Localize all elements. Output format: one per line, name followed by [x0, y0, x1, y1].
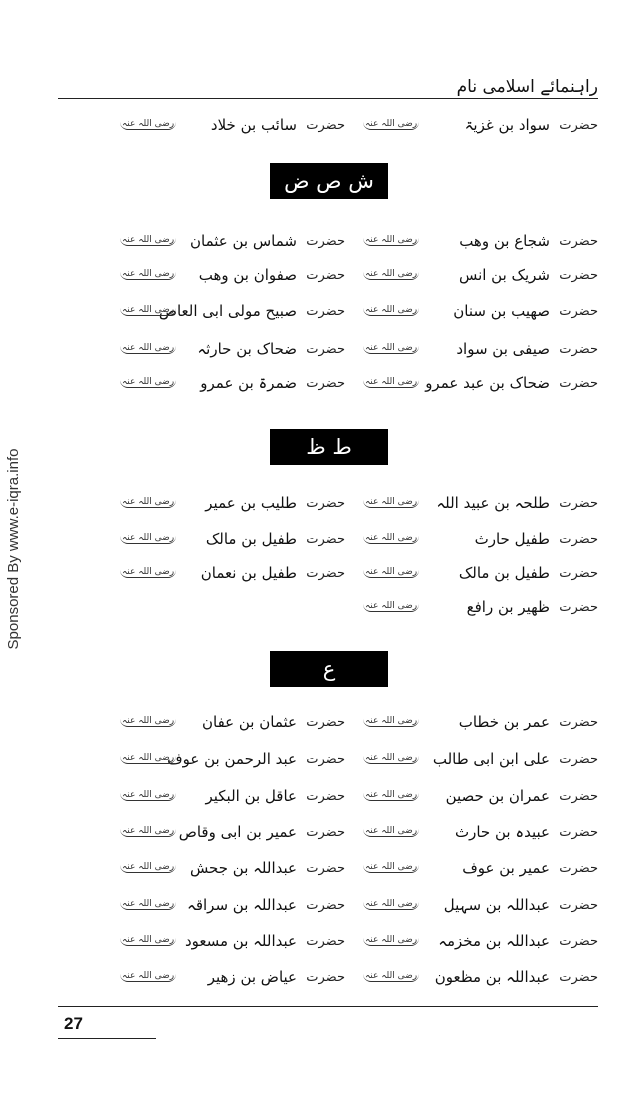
name-entry — [363, 713, 598, 741]
name-entry — [363, 823, 598, 851]
name-entry — [120, 932, 345, 960]
name-entry — [363, 232, 598, 260]
honorific-glyph: رضی اللہ عنہ — [365, 269, 418, 279]
section-heading: ع — [270, 651, 388, 687]
honorific-glyph: رضی اللہ عنہ — [365, 497, 418, 507]
name-entry — [363, 530, 598, 558]
honorific-glyph: رضی اللہ عنہ — [122, 567, 175, 577]
honorific-glyph: رضی اللہ عنہ — [365, 119, 418, 129]
honorific-glyph: رضی اللہ عنہ — [122, 235, 175, 245]
honorific-glyph: رضی اللہ عنہ — [122, 971, 175, 981]
companion-name: سائب بن خلاد — [210, 116, 297, 134]
honorific-glyph: رضی اللہ عنہ — [365, 305, 418, 315]
companion-name: عیاض بن زھیر — [207, 968, 297, 986]
name-row — [0, 787, 638, 815]
companion-name: عبداللہ بن مظعون — [434, 968, 550, 986]
companion-name: شماس بن عثمان — [190, 232, 297, 250]
companion-name: طفیل حارث — [474, 530, 550, 548]
name-entry — [120, 266, 345, 294]
hazrat-label: حضرت — [306, 715, 345, 730]
companion-name: صیفی بن سواد — [456, 340, 550, 358]
companion-name: عمیر بن ابی وقاص — [178, 823, 297, 841]
honorific-glyph: رضی اللہ عنہ — [365, 601, 418, 611]
honorific-glyph: رضی اللہ عنہ — [365, 753, 418, 763]
honorific-glyph: رضی اللہ عنہ — [122, 377, 175, 387]
hazrat-label: حضرت — [559, 934, 598, 949]
companion-name: سواد بن غزیۃ — [464, 116, 550, 134]
hazrat-label: حضرت — [559, 970, 598, 985]
honorific-glyph: رضی اللہ عنہ — [122, 790, 175, 800]
hazrat-label: حضرت — [306, 861, 345, 876]
hazrat-label: حضرت — [559, 861, 598, 876]
hazrat-label: حضرت — [306, 496, 345, 511]
name-entry — [120, 896, 345, 924]
name-entry — [120, 750, 345, 778]
companion-name: ضحاک بن حارثہ — [197, 340, 297, 358]
page-header-title: راہنمائے اسلامی نام — [456, 77, 598, 97]
name-entry — [120, 564, 345, 592]
page-number: 27 — [64, 1014, 83, 1033]
hazrat-label: حضرت — [306, 118, 345, 133]
name-row — [0, 564, 638, 592]
companion-name: عبد الرحمن بن عوف — [167, 750, 297, 768]
hazrat-label: حضرت — [306, 304, 345, 319]
name-entry — [363, 896, 598, 924]
name-entry — [120, 232, 345, 260]
companion-name: عمر بن خطاب — [458, 713, 550, 731]
honorific-glyph: رضی اللہ عنہ — [122, 119, 175, 129]
honorific-glyph: رضی اللہ عنہ — [122, 343, 175, 353]
honorific-glyph: رضی اللہ عنہ — [365, 377, 418, 387]
companion-name: عبداللہ بن مخزمہ — [438, 932, 550, 950]
honorific-glyph: رضی اللہ عنہ — [365, 826, 418, 836]
companion-name: ضحاک بن عبد عمرو — [425, 374, 550, 392]
name-row — [0, 302, 638, 330]
hazrat-label: حضرت — [559, 898, 598, 913]
name-row — [0, 859, 638, 887]
honorific-glyph: رضی اللہ عنہ — [365, 567, 418, 577]
name-row — [0, 340, 638, 368]
honorific-glyph: رضی اللہ عنہ — [365, 935, 418, 945]
hazrat-label: حضرت — [559, 268, 598, 283]
page-number-underline — [58, 1038, 156, 1039]
companion-name: شجاع بن وھب — [459, 232, 550, 250]
companion-name: طلیب بن عمیر — [205, 494, 297, 512]
companion-name: عبداللہ بن مسعود — [184, 932, 297, 950]
companion-name: صھیب بن سنان — [453, 302, 550, 320]
companion-name: عبداللہ بن جحش — [189, 859, 297, 877]
name-entry — [363, 932, 598, 960]
hazrat-label: حضرت — [306, 752, 345, 767]
hazrat-label: حضرت — [559, 600, 598, 615]
companion-name: عمران بن حصین — [445, 787, 550, 805]
honorific-glyph: رضی اللہ عنہ — [122, 753, 175, 763]
companion-name: طفیل بن مالک — [458, 564, 550, 582]
name-entry — [120, 859, 345, 887]
name-entry — [363, 302, 598, 330]
companion-name: عثمان بن عفان — [202, 713, 297, 731]
hazrat-label: حضرت — [306, 268, 345, 283]
header-divider — [58, 98, 598, 99]
name-row — [0, 116, 638, 144]
hazrat-label: حضرت — [306, 934, 345, 949]
companion-name: علی ابن ابی طالب — [432, 750, 550, 768]
honorific-glyph: رضی اللہ عنہ — [365, 343, 418, 353]
name-row — [0, 823, 638, 851]
hazrat-label: حضرت — [306, 342, 345, 357]
name-entry — [120, 374, 345, 402]
honorific-glyph: رضی اللہ عنہ — [365, 790, 418, 800]
companion-name: ضمرۃ بن عمرو — [200, 374, 297, 392]
name-entry — [120, 713, 345, 741]
companion-name: صفوان بن وھب — [198, 266, 297, 284]
name-entry — [120, 787, 345, 815]
name-entry — [363, 968, 598, 996]
name-row — [0, 374, 638, 402]
hazrat-label: حضرت — [306, 898, 345, 913]
hazrat-label: حضرت — [306, 234, 345, 249]
name-entry — [120, 494, 345, 522]
name-entry — [363, 859, 598, 887]
companion-name: عمیر بن عوف — [462, 859, 550, 877]
hazrat-label: حضرت — [306, 825, 345, 840]
hazrat-label: حضرت — [559, 376, 598, 391]
honorific-glyph: رضی اللہ عنہ — [122, 826, 175, 836]
name-entry — [363, 598, 598, 626]
honorific-glyph: رضی اللہ عنہ — [122, 305, 175, 315]
hazrat-label: حضرت — [306, 566, 345, 581]
name-row — [0, 598, 638, 626]
name-entry — [120, 968, 345, 996]
honorific-glyph: رضی اللہ عنہ — [365, 971, 418, 981]
companion-name: عبداللہ بن سہیل — [443, 896, 550, 914]
hazrat-label: حضرت — [559, 715, 598, 730]
name-row — [0, 530, 638, 558]
name-entry — [363, 340, 598, 368]
companion-name: ظھیر بن رافع — [466, 598, 550, 616]
honorific-glyph: رضی اللہ عنہ — [122, 935, 175, 945]
name-row — [0, 266, 638, 294]
hazrat-label: حضرت — [559, 118, 598, 133]
honorific-glyph: رضی اللہ عنہ — [122, 533, 175, 543]
name-row — [0, 494, 638, 522]
honorific-glyph: رضی اللہ عنہ — [122, 862, 175, 872]
name-entry — [363, 494, 598, 522]
name-row — [0, 750, 638, 778]
name-entry — [120, 302, 345, 330]
hazrat-label: حضرت — [306, 532, 345, 547]
section-heading: ط ظ — [270, 429, 388, 465]
name-row — [0, 932, 638, 960]
companion-name: شریک بن انس — [458, 266, 550, 284]
companion-name: طفیل بن مالک — [205, 530, 297, 548]
hazrat-label: حضرت — [559, 566, 598, 581]
hazrat-label: حضرت — [559, 532, 598, 547]
companion-name: طلحہ بن عبید اللہ — [436, 494, 550, 512]
companion-name: طفیل بن نعمان — [200, 564, 297, 582]
honorific-glyph: رضی اللہ عنہ — [365, 862, 418, 872]
name-row — [0, 232, 638, 260]
name-entry — [120, 116, 345, 144]
honorific-glyph: رضی اللہ عنہ — [122, 497, 175, 507]
companion-name: عاقل بن البکیر — [205, 787, 297, 805]
name-row — [0, 968, 638, 996]
name-entry — [363, 564, 598, 592]
companion-name: عبیدہ بن حارث — [454, 823, 550, 841]
name-entry — [120, 340, 345, 368]
honorific-glyph: رضی اللہ عنہ — [122, 269, 175, 279]
name-entry — [363, 750, 598, 778]
name-row — [0, 896, 638, 924]
sponsor-watermark: Sponsored By www.e-iqra.info — [5, 448, 22, 650]
name-entry — [120, 530, 345, 558]
hazrat-label: حضرت — [559, 825, 598, 840]
honorific-glyph: رضی اللہ عنہ — [122, 716, 175, 726]
honorific-glyph: رضی اللہ عنہ — [365, 716, 418, 726]
name-row — [0, 713, 638, 741]
hazrat-label: حضرت — [559, 789, 598, 804]
name-entry — [363, 787, 598, 815]
name-entry — [363, 116, 598, 144]
section-heading: ش ص ض — [270, 163, 388, 199]
honorific-glyph: رضی اللہ عنہ — [365, 533, 418, 543]
hazrat-label: حضرت — [559, 342, 598, 357]
name-entry — [120, 823, 345, 851]
hazrat-label: حضرت — [559, 496, 598, 511]
hazrat-label: حضرت — [306, 970, 345, 985]
honorific-glyph: رضی اللہ عنہ — [122, 899, 175, 909]
name-entry — [363, 374, 598, 402]
honorific-glyph: رضی اللہ عنہ — [365, 235, 418, 245]
companion-name: عبداللہ بن سراقہ — [187, 896, 297, 914]
hazrat-label: حضرت — [559, 304, 598, 319]
hazrat-label: حضرت — [306, 789, 345, 804]
companion-name: صبیح مولی ابی العاص — [158, 302, 297, 320]
name-entry — [363, 266, 598, 294]
hazrat-label: حضرت — [306, 376, 345, 391]
footer-divider — [58, 1006, 598, 1007]
hazrat-label: حضرت — [559, 234, 598, 249]
hazrat-label: حضرت — [559, 752, 598, 767]
honorific-glyph: رضی اللہ عنہ — [365, 899, 418, 909]
